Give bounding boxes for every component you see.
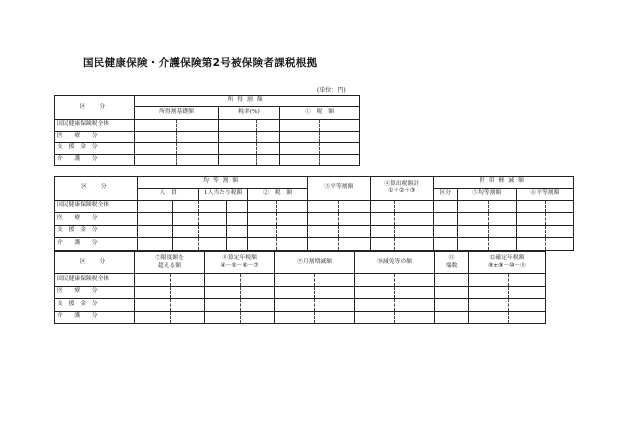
cell	[241, 274, 275, 287]
cell	[545, 213, 573, 226]
document-title: 国民健康保険・介護保険第2号被保険者課税根拠	[83, 57, 318, 69]
cell	[205, 274, 241, 287]
reduction-class-header: 区分	[433, 188, 457, 200]
cell	[275, 274, 315, 287]
cell	[138, 225, 173, 238]
cell	[308, 238, 339, 251]
cell	[277, 238, 308, 251]
cell	[488, 213, 516, 226]
cell	[277, 225, 308, 238]
persons-header: 人 員	[138, 188, 199, 200]
cell	[173, 213, 199, 226]
cell	[135, 131, 177, 143]
cell	[257, 154, 280, 166]
cell	[227, 213, 248, 226]
cell	[177, 143, 219, 155]
cell	[320, 154, 360, 166]
cell	[280, 131, 320, 143]
cell	[433, 238, 457, 251]
cell	[227, 238, 248, 251]
cell	[315, 286, 355, 299]
reduction-equal-header: ⑤均等割額	[457, 188, 516, 200]
annual-calculated-tax-header: ⑧算定年税額 ④－⑤－⑥－⑦	[205, 252, 275, 274]
unit-label: (単位：円)	[317, 87, 346, 94]
cell	[545, 225, 573, 238]
cell	[395, 200, 433, 213]
cell	[308, 200, 339, 213]
row-label-medical: 医 療 分	[55, 213, 138, 226]
cell	[435, 311, 469, 324]
row-label-total: 国民健康保険税全体	[55, 120, 135, 132]
cell	[241, 299, 275, 312]
row-label-support: 支 援 金 分	[55, 299, 135, 312]
cell	[177, 131, 219, 143]
cell	[355, 286, 395, 299]
cell	[545, 200, 573, 213]
cell	[241, 311, 275, 324]
row-label-support: 支 援 金 分	[55, 143, 135, 155]
cell	[173, 200, 199, 213]
cell	[509, 299, 546, 312]
cell	[355, 311, 395, 324]
income-tax-amount-header: ① 税 額	[280, 107, 360, 120]
cell	[395, 299, 435, 312]
cell	[509, 311, 546, 324]
cell	[435, 274, 469, 287]
equal-tax-amount-header: ② 税 額	[248, 188, 308, 200]
cell	[320, 143, 360, 155]
cell	[469, 311, 509, 324]
cell	[370, 225, 395, 238]
cell	[199, 213, 227, 226]
income-levy-header: 所得割額	[135, 96, 360, 107]
cell	[199, 238, 227, 251]
cell	[469, 299, 509, 312]
cell	[277, 213, 308, 226]
cell	[173, 238, 199, 251]
cell	[205, 299, 241, 312]
cell	[433, 213, 457, 226]
equal-levy-table	[54, 176, 574, 251]
cell	[355, 274, 395, 287]
cell	[138, 238, 173, 251]
cell	[171, 274, 205, 287]
cell	[257, 143, 280, 155]
cell	[315, 311, 355, 324]
cell	[135, 299, 171, 312]
cell	[275, 286, 315, 299]
cell	[308, 213, 339, 226]
household-reduction-header: 世帯軽減額	[433, 177, 573, 189]
row-label-care: 介 護 分	[55, 154, 135, 166]
cell	[370, 238, 395, 251]
cell	[395, 213, 433, 226]
cell	[339, 225, 370, 238]
monthly-adjustment-header: ⑨月割増減額	[275, 252, 355, 274]
cell	[516, 238, 545, 251]
cell	[469, 286, 509, 299]
cell	[488, 200, 516, 213]
cell	[355, 299, 395, 312]
per-capita-tax-header: 1人当たり税額	[199, 188, 248, 200]
cell	[280, 154, 320, 166]
cell	[516, 213, 545, 226]
cell	[248, 225, 277, 238]
cell	[280, 143, 320, 155]
cell	[248, 238, 277, 251]
cell	[395, 286, 435, 299]
cell	[339, 238, 370, 251]
row-label-care: 介 護 分	[55, 311, 135, 324]
cell	[545, 238, 573, 251]
cell	[227, 225, 248, 238]
cell	[205, 311, 241, 324]
cell	[219, 120, 257, 132]
cell	[135, 154, 177, 166]
income-base-header: 所得割基礎額	[135, 107, 219, 120]
kubun-header: 区 分	[55, 177, 138, 201]
row-label-medical: 医 療 分	[55, 131, 135, 143]
kubun-header: 区 分	[55, 96, 135, 120]
cell	[315, 299, 355, 312]
cell	[257, 120, 280, 132]
cell	[509, 274, 546, 287]
cell	[339, 200, 370, 213]
cell	[457, 200, 488, 213]
kubun-header: 区 分	[55, 252, 135, 274]
cell	[275, 299, 315, 312]
cell	[516, 225, 545, 238]
cell	[138, 200, 173, 213]
fraction-header: ⑪ 端数	[435, 252, 469, 274]
income-levy-table	[54, 95, 360, 166]
cell	[469, 274, 509, 287]
cell	[488, 225, 516, 238]
cell	[395, 274, 435, 287]
reduction-flat-header: ⑥平等割額	[516, 188, 573, 200]
cell	[135, 286, 171, 299]
exemption-amount-header: ⑩減免等の額	[355, 252, 435, 274]
cell	[315, 274, 355, 287]
row-label-support: 支 援 金 分	[55, 225, 138, 238]
cell	[138, 213, 173, 226]
cell	[457, 238, 488, 251]
equal-levy-header: 均等割額	[138, 177, 308, 189]
row-label-care: 介 護 分	[55, 238, 138, 251]
cell	[433, 200, 457, 213]
cell	[488, 238, 516, 251]
cell	[135, 274, 171, 287]
cell	[509, 286, 546, 299]
cell	[135, 143, 177, 155]
cell	[457, 213, 488, 226]
cell	[277, 200, 308, 213]
cell	[219, 143, 257, 155]
cell	[171, 311, 205, 324]
cell	[395, 225, 433, 238]
cell	[227, 200, 248, 213]
cell	[219, 131, 257, 143]
cell	[173, 225, 199, 238]
cell	[257, 131, 280, 143]
row-label-medical: 医 療 分	[55, 286, 135, 299]
confirmed-annual-tax-header: ⑫確定年税額 ⑧±⑨－⑩－⑪	[469, 252, 546, 274]
cell	[177, 154, 219, 166]
cell	[171, 299, 205, 312]
cell	[308, 225, 339, 238]
row-label-total: 国民健康保険税全体	[55, 274, 135, 287]
cell	[435, 299, 469, 312]
cell	[457, 225, 488, 238]
cell	[177, 120, 219, 132]
cell	[395, 238, 433, 251]
cell	[199, 200, 227, 213]
cell	[205, 286, 241, 299]
calculated-tax-total-header: ④算出税額計 ①＋②＋③	[370, 177, 433, 201]
cell	[171, 286, 205, 299]
cell	[280, 120, 320, 132]
final-tax-table	[54, 251, 546, 324]
cell	[135, 120, 177, 132]
cell	[339, 213, 370, 226]
flat-levy-header: ③平等割額	[308, 177, 370, 201]
tax-rate-header: 税率(%)	[219, 107, 280, 120]
cell	[248, 213, 277, 226]
cell	[370, 200, 395, 213]
over-limit-header: ⑦限度額を 超える額	[135, 252, 205, 274]
cell	[199, 225, 227, 238]
cell	[370, 213, 395, 226]
cell	[248, 200, 277, 213]
cell	[435, 286, 469, 299]
row-label-total: 国民健康保険税全体	[55, 200, 138, 213]
cell	[320, 131, 360, 143]
cell	[516, 200, 545, 213]
cell	[135, 311, 171, 324]
cell	[433, 225, 457, 238]
cell	[219, 154, 257, 166]
cell	[241, 286, 275, 299]
cell	[395, 311, 435, 324]
cell	[275, 311, 315, 324]
cell	[320, 120, 360, 132]
